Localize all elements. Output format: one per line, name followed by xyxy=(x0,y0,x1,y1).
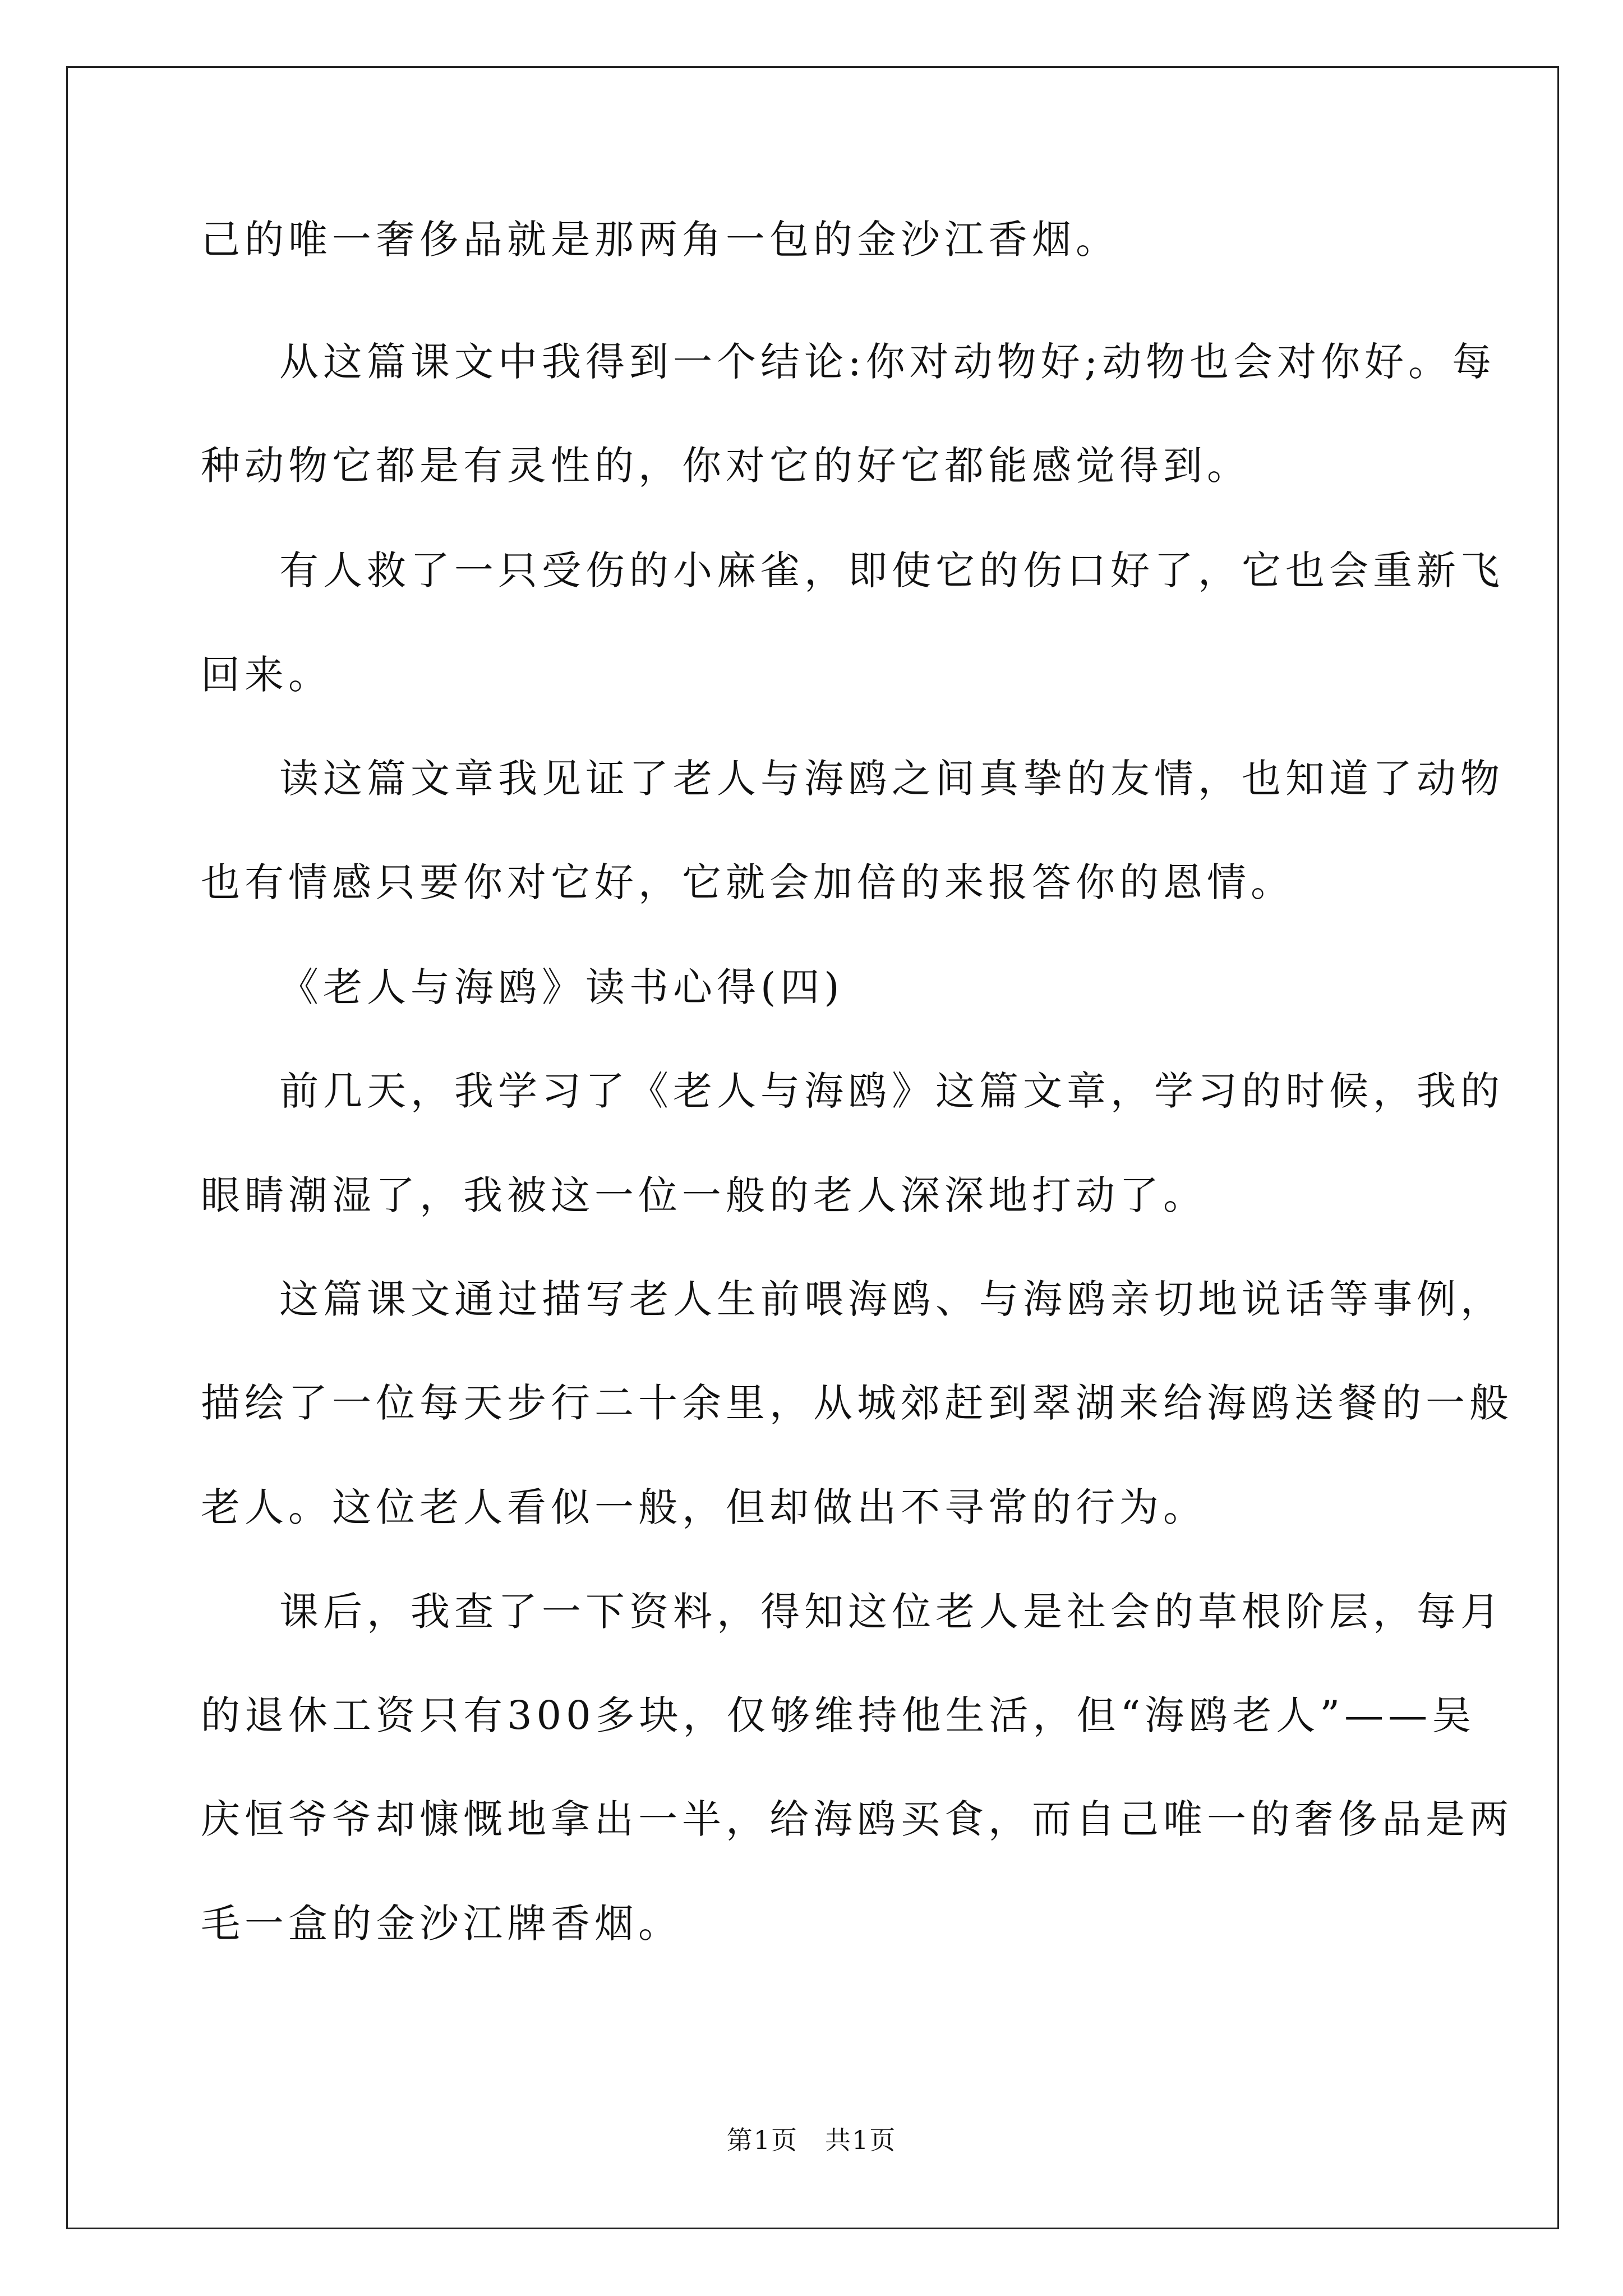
section-heading: 《老人与海鸥》读书心得(四) xyxy=(279,964,844,1010)
text-line: 庆恒爷爷却慷慨地拿出一半，给海鸥买食，而自己唯一的奢侈品是两 xyxy=(201,1796,1513,1842)
text-line: 种动物它都是有灵性的，你对它的好它都能感觉得到。 xyxy=(201,443,1251,489)
text-line: 课后，我查了一下资料，得知这位老人是社会的草根阶层，每月 xyxy=(279,1589,1504,1635)
text-line: 己的唯一奢侈品就是那两角一包的金沙江香烟。 xyxy=(201,217,1119,263)
text-line: 的退休工资只有300多块，仅够维持他生活，但“海鸥老人”——吴 xyxy=(201,1692,1476,1738)
text-line: 老人。这位老人看似一般，但却做出不寻常的行为。 xyxy=(201,1484,1207,1530)
text-line: 描绘了一位每天步行二十余里，从城郊赶到翠湖来给海鸥送餐的一般 xyxy=(201,1380,1513,1426)
text-line: 回来。 xyxy=(201,652,332,698)
text-line: 这篇课文通过描写老人生前喂海鸥、与海鸥亲切地说话等事例， xyxy=(279,1276,1504,1322)
text-line: 眼睛潮湿了，我被这一位一般的老人深深地打动了。 xyxy=(201,1172,1207,1218)
text-line: 也有情感只要你对它好，它就会加倍的来报答你的恩情。 xyxy=(201,859,1294,905)
text-line: 读这篇文章我见证了老人与海鸥之间真挚的友情，也知道了动物 xyxy=(279,756,1504,802)
text-line: 有人救了一只受伤的小麻雀，即使它的伤口好了，它也会重新飞 xyxy=(279,547,1504,593)
page-footer xyxy=(0,2123,1623,2157)
text-line: 从这篇课文中我得到一个结论:你对动物好;动物也会对你好。每 xyxy=(279,339,1496,385)
text-line: 毛一盒的金沙江牌香烟。 xyxy=(201,1901,682,1947)
text-line: 前几天，我学习了《老人与海鸥》这篇文章，学习的时候，我的 xyxy=(279,1068,1504,1114)
page-number: 第1页 xyxy=(726,2125,798,2155)
page-total: 共1页 xyxy=(825,2125,897,2155)
